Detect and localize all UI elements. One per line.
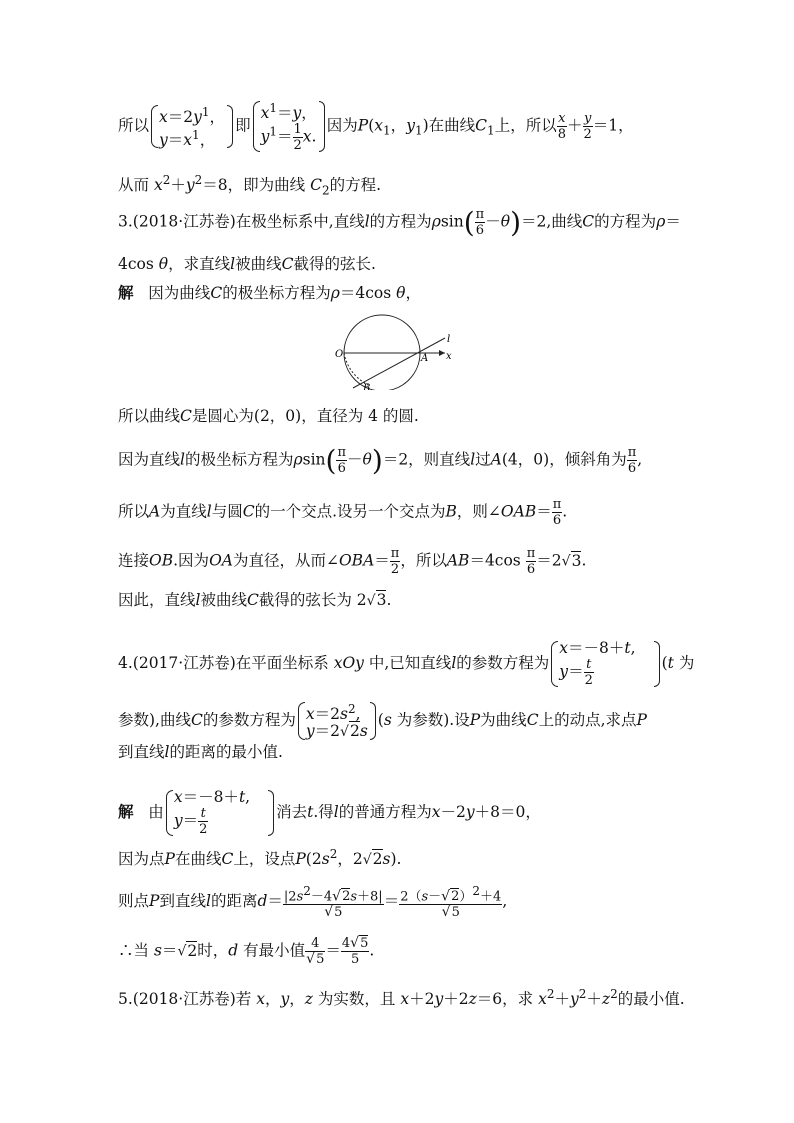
text: 为实数，且 [317, 990, 396, 1009]
system-eq-2: $x^1=y$， $y^1=$ $\frac{1}{2}$ x. [251, 100, 327, 153]
solution-3-line-2: 所以曲线C是圆心为(2，0)，直径为 4 的圆. [118, 407, 419, 425]
text: 为曲线 [480, 711, 527, 730]
solution-label: 解 [118, 283, 134, 302]
text: ＝2 [536, 551, 562, 570]
text: 的最小值. [617, 990, 685, 1009]
text: 所以 [118, 502, 150, 521]
label-x: x [446, 351, 452, 362]
text: 是圆心为(2，0)，直径为 4 的圆. [191, 407, 419, 425]
text: ，求直线 [168, 255, 231, 273]
text: 为参数).设 [396, 711, 470, 730]
text: 为直径，从而∠ [232, 551, 339, 570]
solution-label: 解 [118, 802, 134, 821]
text: 过 [475, 450, 491, 469]
problem-number: 5. [118, 990, 133, 1009]
text: 从而 [118, 176, 150, 195]
text: 连接 [118, 551, 150, 570]
text: 因此，直线 [118, 591, 196, 609]
text: 因为 [326, 116, 358, 135]
label-l: l [447, 334, 451, 345]
text: 的距离的最小值. [169, 743, 283, 761]
solution-3-line-1: 解 因为曲线C的极坐标方程为ρ＝4cos θ， [118, 283, 421, 302]
text: 的极坐标方程为 [222, 284, 331, 302]
text: 到直线 [118, 743, 165, 761]
text: 的方程为 [594, 212, 657, 231]
problem-source: (2017·江苏卷) [132, 654, 236, 672]
text: 由 [148, 803, 164, 821]
solution-4-line-4: ∴当 s＝√2时，d 有最小值 $\frac{4}{√5}$ ＝ $\frac{4√5}{5}$ . [118, 935, 375, 967]
text: 的距离 [210, 892, 258, 911]
text: ＝ [536, 502, 552, 521]
text: 的极坐标方程为 [184, 450, 294, 469]
text: 在曲线 [428, 116, 476, 135]
text: 的一个交点.设另一个交点为 [254, 502, 446, 521]
problem-source: (2018·江苏卷) [132, 212, 236, 231]
text: ＝6，求 [476, 990, 534, 1009]
text: ＝ [665, 212, 681, 231]
solution-3-line-4: 所以A为直线l与圆C的一个交点.设另一个交点为B，则∠OAB＝ $\frac{\pi}{6}$ . [118, 497, 568, 528]
text: 上，设点 [233, 850, 296, 869]
text: 的方程. [329, 176, 382, 195]
text: 为直线 [160, 502, 207, 521]
text: ∴当 [118, 941, 150, 960]
text: 的普通方程为 [338, 803, 432, 821]
text: 时， [197, 941, 229, 960]
text: 则点 [118, 892, 150, 911]
text: 上的动点,求点 [538, 711, 637, 730]
problem-4-line-3: 到直线l的距离的最小值. [118, 743, 283, 761]
system-eq-1: $x=2y^1$， $y=x^1$， [149, 104, 235, 148]
problem-4-line-1: 4.(2017·江苏卷)在平面坐标系 xOy 中,已知直线l的参数方程为 x＝－8＋t, y＝ $\frac{t}{2}$ (t 为 [118, 639, 695, 688]
problem-3-line-1: 3.(2018·江苏卷)在极坐标系中,直线l的方程为ρsin( $\frac{\pi}{6}$ －θ)＝2,曲线C的方程为ρ＝ [118, 205, 681, 239]
text: 与圆 [211, 502, 243, 521]
text: 若 [235, 990, 252, 1009]
label-a: A [421, 353, 429, 364]
text: .得 [313, 803, 334, 821]
problem-5-line-1: 5.(2018·江苏卷)若 x，y，z 为实数，且 x＋2y＋2z＝6，求 $x^2+y^2+z^2$的最小值. [118, 987, 685, 1009]
problem-3-line-2: 4cos θ，求直线l被曲线C截得的弦长. [118, 255, 376, 273]
label-o: O [335, 349, 344, 360]
text: 所以 [118, 116, 150, 135]
text: 因为直线 [118, 450, 181, 469]
param-eq-line: x＝－8＋t, y＝ $\frac{t}{2}$ [549, 640, 661, 688]
text: 截得的弦长为 2 [258, 591, 367, 609]
line-1: 所以 $x=2y^1$， $y=x^1$， 即 $x^1=y$， $y^1=$ $\frac{1}{2}$ x. 因为$P(x_1$，$y_1$)在曲线$C_1$上，所以 $\frac{x}{8}$ ＋ $\frac{y}{2}$ ＝1， [118, 101, 634, 154]
text: .因为 [173, 551, 210, 570]
text: 在曲线 [174, 850, 222, 869]
param-eq-line-2: x＝－8＋t, y＝ $\frac{t}{2}$ [164, 789, 276, 837]
text: 被曲线 [235, 255, 282, 273]
text: 的方程为 [369, 212, 432, 231]
solution-3-line-3: 因为直线l的极坐标方程为ρsin( $\frac{\pi}{6}$ －θ)＝2，则直线l过A(4，0)，倾斜角为 $\frac{\pi}{6}$ , [118, 443, 643, 477]
text: 即 [235, 116, 251, 135]
text: 参数),曲线 [118, 711, 191, 730]
text: 在极坐标系中,直线 [235, 212, 365, 231]
text: 因为点 [118, 850, 165, 869]
solution-4-line-2: 因为点P在曲线C上，设点$P(2s^2$，2√2s). [118, 847, 402, 869]
text: 的参数方程为 [202, 711, 296, 730]
text: 到直线 [159, 892, 206, 911]
text: 4cos [118, 255, 154, 273]
text: ＝8，即为曲线 [202, 176, 306, 195]
text: ＝2，则直线 [382, 450, 471, 469]
text: ＝4cos [339, 284, 392, 302]
param-eq-curve: $x=2s^2$, y＝2√2s [296, 701, 378, 741]
text: ＝ [374, 551, 390, 570]
line-2: 从而 $x^2+y^2=8$，即为曲线 $C_2$的方程. [118, 173, 382, 198]
text: (4，0)，倾斜角为 [501, 450, 627, 469]
solution-4-line-1: 解 由 x＝－8＋t, y＝ $\frac{t}{2}$ 消去t.得l的普通方程为x－2y＋8＝0， [118, 788, 541, 837]
text: ，则∠ [456, 502, 501, 521]
text: ＋8＝0， [474, 803, 541, 821]
problem-number: 4. [118, 654, 133, 672]
label-b: B [363, 383, 371, 390]
text: 为 [678, 654, 695, 672]
text: 所以曲线 [118, 407, 181, 425]
text: ＝1， [592, 116, 634, 135]
text: 的参数方程为 [456, 654, 550, 672]
problem-number: 3. [118, 212, 133, 231]
text: ，所以 [400, 551, 447, 570]
solution-3-line-5: 连接OB.因为OA为直径，从而∠OBA＝ $\frac{\pi}{2}$ ，所以AB＝4cos $\frac{\pi}{6}$ ＝2√3. [118, 546, 587, 577]
text: ＝2,曲线 [521, 212, 583, 231]
text: 在平面坐标系 [235, 654, 329, 672]
text: 中,已知直线 [368, 654, 452, 672]
text: ＝4cos [469, 551, 521, 570]
circle-line-figure [335, 308, 455, 390]
solution-4-line-3: 则点P到直线l的距离d＝ $\frac{|2s^2-4√2s+8|}{√5}$ ＝ $\frac{2(s-√2)^2+4}{√5}$ , [118, 884, 508, 921]
solution-3-line-6: 因此，直线l被曲线C截得的弦长为 2√3. [118, 591, 392, 609]
text: 有最小值 [243, 941, 306, 960]
problem-4-line-2: 参数),曲线C的参数方程为 $x=2s^2$, y＝2√2s (s 为参数).设P为曲线C上的动点,求点P [118, 702, 647, 741]
text: 消去 [276, 803, 308, 821]
problem-source: (2018·江苏卷) [132, 990, 236, 1009]
text: 截得的弦长. [293, 255, 376, 273]
text: 因为曲线 [148, 284, 211, 302]
text: 上，所以 [494, 116, 557, 135]
text: 被曲线 [200, 591, 247, 609]
